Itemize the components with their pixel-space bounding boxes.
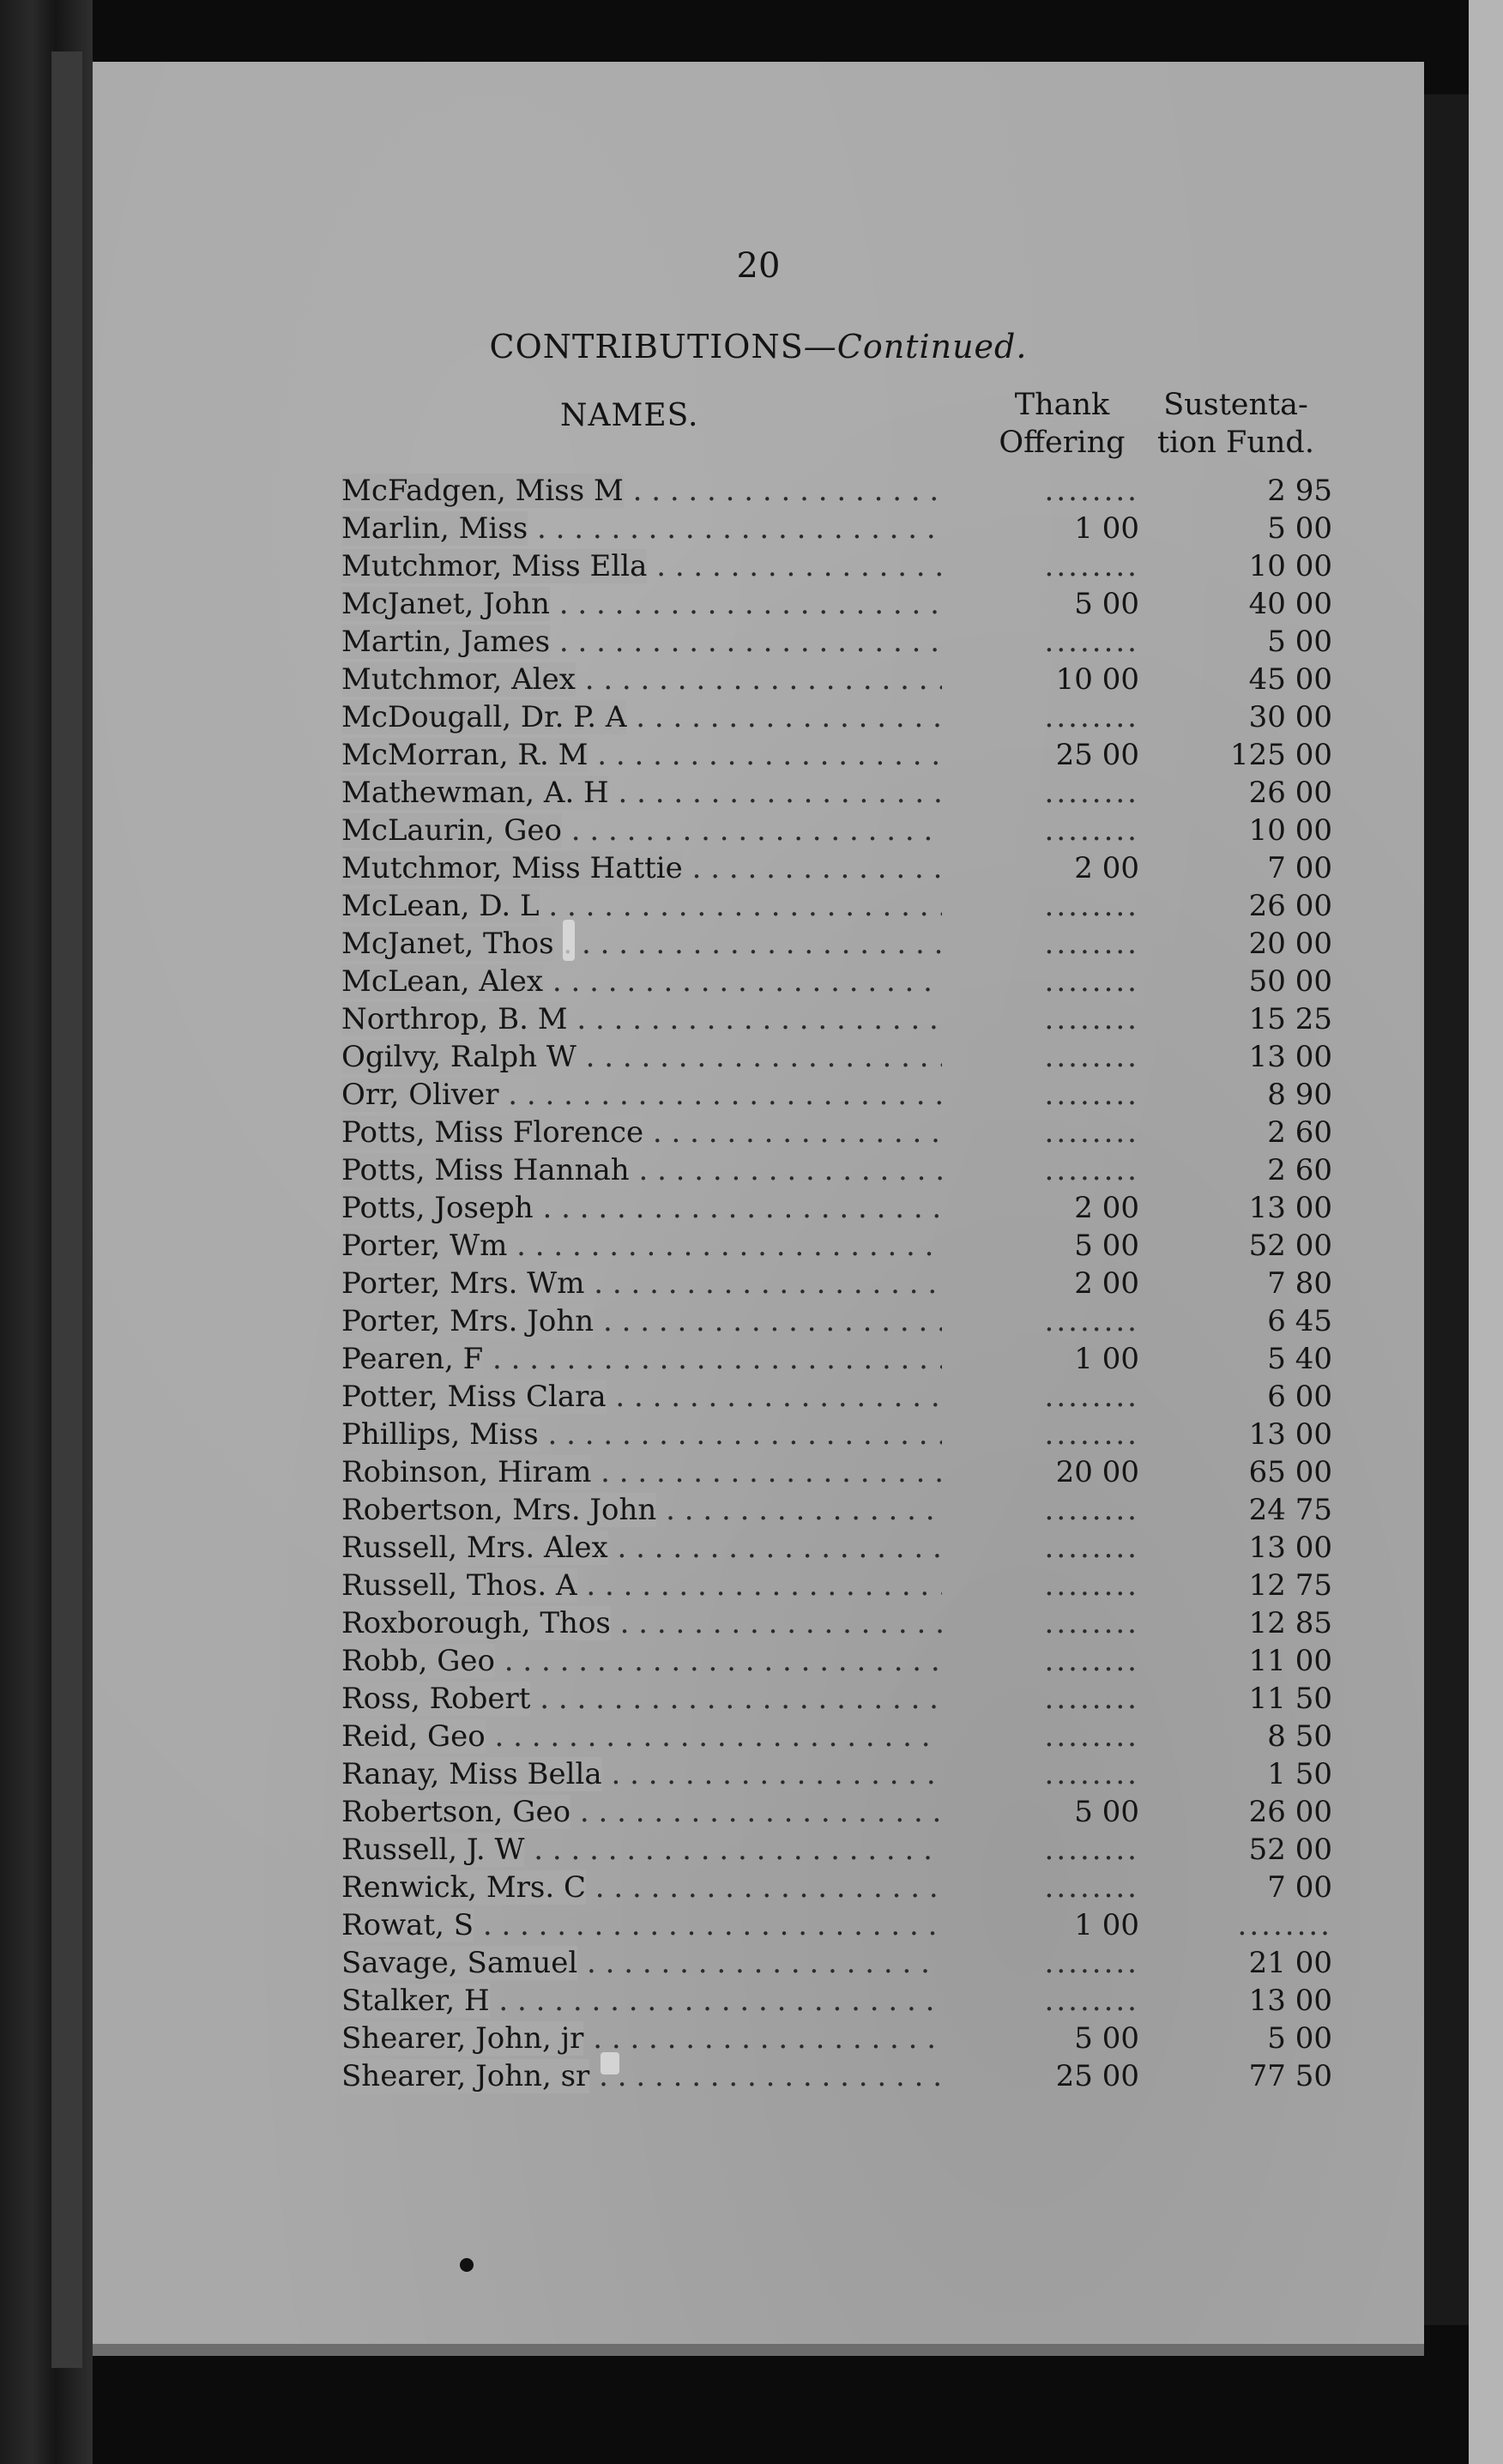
table-row (93, 1002, 1424, 1040)
leader-dots: ........ (1044, 474, 1139, 508)
page-number: 20 (736, 246, 781, 286)
table-row (93, 776, 1424, 813)
sustentation-fund-amount: 40 00 (1248, 587, 1332, 621)
table-row (93, 1795, 1424, 1833)
leader-dots: ........ (1044, 1380, 1139, 1414)
thank-offering-amount: 25 00 (1055, 2059, 1139, 2093)
sustentation-fund-amount: 13 00 (1248, 1191, 1332, 1225)
table-row (93, 662, 1424, 700)
table-row (93, 1870, 1424, 1908)
leader-dots: ........ (1044, 927, 1139, 961)
column-header-thank-offering (985, 386, 1139, 462)
leader-dots: ........ (1044, 1606, 1139, 1640)
thank-offering-amount: 10 00 (1055, 662, 1139, 697)
sustentation-fund-amount: 13 00 (1248, 1531, 1332, 1565)
sustentation-fund-amount: 11 50 (1248, 1682, 1332, 1716)
table-row (93, 511, 1424, 549)
sustentation-fund-amount: 7 00 (1267, 1870, 1332, 1905)
contributor-name-text: Mutchmor, Miss Ella (341, 549, 648, 583)
leader-dots: ........ (1044, 1644, 1139, 1678)
contributor-name-text: McLean, Alex (341, 964, 544, 999)
table-row (93, 1229, 1424, 1266)
thank-offering-amount (985, 549, 1139, 583)
sustentation-fund-amount: 15 25 (1248, 1002, 1332, 1036)
thank-offering-amount (985, 1568, 1139, 1603)
sustentation-fund-amount: 7 00 (1267, 851, 1332, 885)
contributor-name (341, 889, 942, 923)
column-header-names: NAMES. (560, 398, 699, 433)
sustentation-fund-amount: 12 75 (1248, 1568, 1332, 1603)
table-row (93, 1984, 1424, 2021)
leader-dots: ........ (1044, 1531, 1139, 1565)
contributor-name-text: McLaurin, Geo (341, 813, 562, 848)
heading-main: CONTRIBUTIONS (489, 328, 804, 365)
sustentation-fund-amount: 12 85 (1248, 1606, 1332, 1640)
book-spine (51, 51, 82, 2368)
contributor-name (341, 1719, 942, 1754)
thank-offering-amount (985, 1984, 1139, 2018)
table-row (93, 2021, 1424, 2059)
contributor-name-text: Porter, Mrs. John (341, 1304, 595, 1338)
leader-dots: ........ (1044, 1078, 1139, 1112)
thank-offering-amount (985, 1757, 1139, 1791)
contributor-name-text: Stalker, H (341, 1984, 490, 2018)
thank-offering-amount: 2 00 (1074, 1266, 1139, 1301)
contributor-name (341, 1229, 942, 1263)
ink-dot (460, 2258, 474, 2272)
table-row (93, 1606, 1424, 1644)
thank-offering-amount (985, 1682, 1139, 1716)
thank-offering-amount (985, 776, 1139, 810)
thank-offering-amount: 5 00 (1074, 1795, 1139, 1829)
sustentation-fund-amount: 26 00 (1248, 776, 1332, 810)
leader-dots: ........ (1044, 1153, 1139, 1187)
thank-offering-amount: 1 00 (1074, 1908, 1139, 1942)
sustentation-fund-amount: 24 75 (1248, 1493, 1332, 1527)
sustentation-fund-amount: 2 60 (1267, 1153, 1332, 1187)
contributor-name-text: Reid, Geo (341, 1719, 486, 1754)
sustentation-fund-amount: 10 00 (1248, 549, 1332, 583)
thank-offering-amount: 1 00 (1074, 511, 1139, 546)
table-row (93, 1908, 1424, 1946)
contributor-name (341, 1682, 942, 1716)
contributor-name (341, 1115, 942, 1150)
thank-offering-amount (985, 1833, 1139, 1867)
thank-offering-amount (985, 1002, 1139, 1036)
table-row (93, 1568, 1424, 1606)
contributor-name (341, 1644, 942, 1678)
contributor-name-text: Potter, Miss Clara (341, 1380, 607, 1414)
thank-offering-amount (985, 1870, 1139, 1905)
sustentation-fund-amount: 52 00 (1248, 1833, 1332, 1867)
leader-dots: ........ (1044, 1115, 1139, 1150)
contributor-name-text: Robertson, Mrs. John (341, 1493, 657, 1527)
contributor-name-text: Marlin, Miss (341, 511, 528, 546)
table-row (93, 851, 1424, 889)
table-row (93, 1946, 1424, 1984)
leader-dots: ........ (1044, 813, 1139, 848)
thank-offering-amount: 2 00 (1074, 851, 1139, 885)
thank-offering-amount (985, 1493, 1139, 1527)
contributor-name (341, 851, 942, 885)
sustentation-fund-amount: 65 00 (1248, 1455, 1332, 1489)
contributor-name (341, 2021, 942, 2056)
thank-offering-amount (985, 1946, 1139, 1980)
page-heading (93, 328, 1424, 365)
thank-offering-amount (985, 1606, 1139, 1640)
contributor-name (341, 587, 942, 621)
thank-offering-amount: 2 00 (1074, 1191, 1139, 1225)
contributor-name (341, 1380, 942, 1414)
thank-header-line2: Offering (999, 426, 1126, 460)
contributor-name (341, 1870, 942, 1905)
leader-dots: ........ (1044, 1833, 1139, 1867)
contributor-name-text: Mathewman, A. H (341, 776, 609, 810)
contributor-name-text: Potts, Joseph (341, 1191, 534, 1225)
thank-offering-amount: 25 00 (1055, 738, 1139, 772)
contributor-name-text: McFadgen, Miss M (341, 474, 624, 508)
thank-offering-amount (985, 927, 1139, 961)
contributor-name (341, 964, 942, 999)
table-row (93, 549, 1424, 587)
contributor-name-text: Roxborough, Thos (341, 1606, 611, 1640)
contributor-name (341, 1002, 942, 1036)
contributor-name (341, 1153, 942, 1187)
contributor-name (341, 1568, 942, 1603)
thank-offering-amount (985, 474, 1139, 508)
leader-dots: ........ (1237, 1908, 1332, 1942)
thank-offering-amount (985, 700, 1139, 734)
leader-dots: ........ (1044, 549, 1139, 583)
sustentation-fund-amount: 77 50 (1248, 2059, 1332, 2093)
thank-offering-amount (985, 1153, 1139, 1187)
sustentation-fund-amount: 52 00 (1248, 1229, 1332, 1263)
thank-offering-amount (985, 1644, 1139, 1678)
table-row (93, 474, 1424, 511)
contributor-name (341, 1266, 942, 1301)
contributor-name-text: Potts, Miss Florence (341, 1115, 644, 1150)
contributor-name-text: McJanet, John (341, 587, 550, 621)
contributor-name-text: Savage, Samuel (341, 1946, 578, 1980)
sustentation-fund-amount: 6 00 (1267, 1380, 1332, 1414)
leader-dots: ........ (1044, 1002, 1139, 1036)
contributor-name (341, 1833, 942, 1867)
page-edge-right (1424, 94, 1469, 2325)
contributor-name (341, 1946, 942, 1980)
contributor-name (341, 1417, 942, 1452)
leader-dots: ........ (1044, 1493, 1139, 1527)
contributor-name (341, 1908, 942, 1942)
contributor-name (341, 1606, 942, 1640)
sust-header-line1: Sustenta- (1163, 388, 1308, 422)
contributor-name-text: Ranay, Miss Bella (341, 1757, 602, 1791)
contributor-name (341, 1078, 942, 1112)
sustentation-fund-amount: 50 00 (1248, 964, 1332, 999)
table-row (93, 813, 1424, 851)
thank-offering-amount: 5 00 (1074, 1229, 1139, 1263)
contributor-name (341, 1795, 942, 1829)
sustentation-fund-amount: 5 40 (1267, 1342, 1332, 1376)
leader-dots: ........ (1044, 889, 1139, 923)
table-row (93, 1417, 1424, 1455)
sustentation-fund-amount: 11 00 (1248, 1644, 1332, 1678)
page-blemish (563, 920, 575, 961)
sustentation-fund-amount: 2 95 (1267, 474, 1332, 508)
contributor-name-text: Porter, Mrs. Wm (341, 1266, 585, 1301)
contributor-name (341, 1342, 942, 1376)
contributor-name-text: Porter, Wm (341, 1229, 508, 1263)
sustentation-fund-amount: 13 00 (1248, 1417, 1332, 1452)
contributor-name (341, 1191, 942, 1225)
sustentation-fund-amount: 26 00 (1248, 889, 1332, 923)
table-row (93, 1304, 1424, 1342)
sustentation-fund-amount: 1 50 (1267, 1757, 1332, 1791)
table-row (93, 1719, 1424, 1757)
heading-continued: —Continued. (803, 328, 1028, 365)
contributor-name (341, 2059, 942, 2093)
leader-dots: ........ (1044, 1304, 1139, 1338)
column-header-sustentation-fund (1144, 386, 1328, 462)
leader-dots: ........ (1044, 1568, 1139, 1603)
thank-offering-amount (985, 625, 1139, 659)
contributions-list (93, 474, 1424, 2097)
contributor-name (341, 662, 942, 697)
leader-dots: ........ (1044, 625, 1139, 659)
table-row (93, 889, 1424, 927)
contributor-name (341, 1040, 942, 1074)
thank-offering-amount: 1 00 (1074, 1342, 1139, 1376)
contributor-name (341, 738, 942, 772)
contributor-name (341, 776, 942, 810)
thank-offering-amount (985, 1719, 1139, 1754)
contributor-name-text: McDougall, Dr. P. A (341, 700, 627, 734)
table-row (93, 964, 1424, 1002)
sustentation-fund-amount: 10 00 (1248, 813, 1332, 848)
sustentation-fund-amount: 30 00 (1248, 700, 1332, 734)
contributor-name-text: Mutchmor, Alex (341, 662, 576, 697)
table-row (93, 587, 1424, 625)
thank-offering-amount (985, 889, 1139, 923)
thank-offering-amount (985, 1040, 1139, 1074)
sust-header-line2: tion Fund. (1157, 426, 1314, 460)
contributor-name-text: Shearer, John, jr (341, 2021, 584, 2056)
table-row (93, 927, 1424, 964)
table-row (93, 1342, 1424, 1380)
contributor-name-text: McLean, D. L (341, 889, 540, 923)
thank-offering-amount (985, 1531, 1139, 1565)
leader-dots: ........ (1044, 1757, 1139, 1791)
table-row (93, 738, 1424, 776)
table-row (93, 1040, 1424, 1078)
leader-dots: ........ (1044, 964, 1139, 999)
leader-dots: ........ (1044, 1984, 1139, 2018)
contributor-name-text: Orr, Oliver (341, 1078, 499, 1112)
contributor-name-text: Robertson, Geo (341, 1795, 571, 1829)
sustentation-fund-amount: 13 00 (1248, 1040, 1332, 1074)
sustentation-fund-amount: 20 00 (1248, 927, 1332, 961)
contributor-name-text: Ross, Robert (341, 1682, 531, 1716)
table-row (93, 1380, 1424, 1417)
thank-offering-amount (985, 1115, 1139, 1150)
contributor-name (341, 700, 942, 734)
contributor-name-text: Pearen, F (341, 1342, 484, 1376)
contributor-name-text: McMorran, R. M (341, 738, 589, 772)
thank-offering-amount (985, 813, 1139, 848)
leader-dots: ........ (1044, 1870, 1139, 1905)
table-row (93, 1493, 1424, 1531)
leader-dots: ........ (1044, 1040, 1139, 1074)
sustentation-fund-amount: 7 80 (1267, 1266, 1332, 1301)
table-row (93, 625, 1424, 662)
table-row (93, 1531, 1424, 1568)
sustentation-fund-amount: 45 00 (1248, 662, 1332, 697)
leader-dots: ........ (1044, 1719, 1139, 1754)
sustentation-fund-amount: 21 00 (1248, 1946, 1332, 1980)
contributor-name-text: Russell, J. W (341, 1833, 525, 1867)
thank-offering-amount: 5 00 (1074, 587, 1139, 621)
thank-offering-amount (985, 1417, 1139, 1452)
contributor-name (341, 927, 942, 961)
thank-header-line1: Thank (1014, 388, 1110, 422)
sustentation-fund-amount (1156, 1908, 1332, 1942)
contributor-name-text: Shearer, John, sr (341, 2059, 590, 2093)
background-right (1469, 0, 1503, 2464)
contributor-name (341, 549, 942, 583)
leader-dots: ........ (1044, 1946, 1139, 1980)
contributor-name (341, 1304, 942, 1338)
contributor-name-text: Russell, Mrs. Alex (341, 1531, 608, 1565)
contributor-name-text: Robb, Geo (341, 1644, 495, 1678)
sustentation-fund-amount: 26 00 (1248, 1795, 1332, 1829)
table-row (93, 2059, 1424, 2097)
contributor-name-text: Northrop, B. M (341, 1002, 568, 1036)
sustentation-fund-amount: 5 00 (1267, 625, 1332, 659)
table-row (93, 1644, 1424, 1682)
table-row (93, 1191, 1424, 1229)
contributor-name (341, 1493, 942, 1527)
contributor-name (341, 625, 942, 659)
contributor-name-text: Renwick, Mrs. C (341, 1870, 586, 1905)
table-row (93, 1757, 1424, 1795)
contributor-name (341, 474, 942, 508)
document-page (93, 62, 1424, 2356)
thank-offering-amount (985, 1304, 1139, 1338)
contributor-name (341, 1757, 942, 1791)
contributor-name-text: Mutchmor, Miss Hattie (341, 851, 683, 885)
sustentation-fund-amount: 13 00 (1248, 1984, 1332, 2018)
sustentation-fund-amount: 2 60 (1267, 1115, 1332, 1150)
thank-offering-amount: 5 00 (1074, 2021, 1139, 2056)
thank-offering-amount (985, 964, 1139, 999)
leader-dots: ........ (1044, 1682, 1139, 1716)
table-row (93, 700, 1424, 738)
table-row (93, 1833, 1424, 1870)
contributor-name (341, 813, 942, 848)
contributor-name (341, 511, 942, 546)
table-row (93, 1266, 1424, 1304)
leader-dots: ........ (1044, 700, 1139, 734)
thank-offering-amount (985, 1078, 1139, 1112)
contributor-name-text: Phillips, Miss (341, 1417, 539, 1452)
contributor-name-text: Martin, James (341, 625, 551, 659)
table-row (93, 1115, 1424, 1153)
table-row (93, 1078, 1424, 1115)
leader-dots: ........ (1044, 776, 1139, 810)
sustentation-fund-amount: 8 90 (1267, 1078, 1332, 1112)
contributor-name-text: McJanet, Thos (341, 927, 554, 961)
page-blemish (601, 2052, 619, 2074)
thank-offering-amount (985, 1380, 1139, 1414)
contributor-name-text: Russell, Thos. A (341, 1568, 577, 1603)
sustentation-fund-amount: 6 45 (1267, 1304, 1332, 1338)
sustentation-fund-amount: 125 00 (1230, 738, 1332, 772)
leader-dots: ........ (1044, 1417, 1139, 1452)
contributor-name-text: Rowat, S (341, 1908, 474, 1942)
contributor-name (341, 1455, 942, 1489)
sustentation-fund-amount: 5 00 (1267, 2021, 1332, 2056)
contributor-name (341, 1984, 942, 2018)
contributor-name (341, 1531, 942, 1565)
thank-offering-amount: 20 00 (1055, 1455, 1139, 1489)
contributor-name-text: Ogilvy, Ralph W (341, 1040, 576, 1074)
table-row (93, 1153, 1424, 1191)
contributor-name-text: Potts, Miss Hannah (341, 1153, 630, 1187)
sustentation-fund-amount: 8 50 (1267, 1719, 1332, 1754)
table-row (93, 1682, 1424, 1719)
sustentation-fund-amount: 5 00 (1267, 511, 1332, 546)
table-row (93, 1455, 1424, 1493)
contributor-name-text: Robinson, Hiram (341, 1455, 592, 1489)
